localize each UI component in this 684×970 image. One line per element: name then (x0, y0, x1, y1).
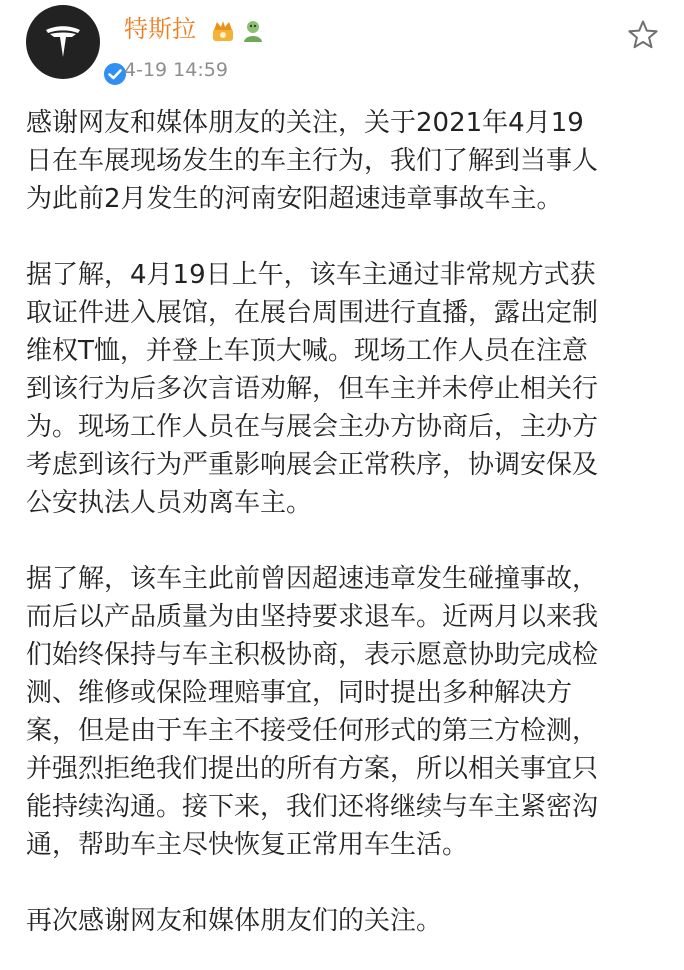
text-line: 能持续沟通。接下来，我们还将继续与车主紧密沟 (26, 792, 599, 822)
text-line: 为此前2月发生的河南安阳超速违章事故车主。 (26, 184, 563, 214)
text-line: 通，帮助车主尽快恢复正常用车生活。 (26, 830, 469, 860)
text-line: 据了解，该车主此前曾因超速违章发生碰撞事故， (26, 564, 599, 594)
paragraph-gap (26, 522, 666, 560)
star-outline-icon[interactable] (626, 18, 660, 52)
text-line: 们始终保持与车主积极协商，表示愿意协助完成检 (26, 640, 599, 670)
tesla-logo-icon (38, 17, 88, 67)
text-line: 到该行为后多次言语劝解，但车主并未停止相关行 (26, 374, 599, 404)
paragraph-gap (26, 864, 666, 902)
paragraph-thanks (26, 104, 666, 218)
author-name[interactable]: 特斯拉 (124, 15, 196, 43)
text-line: 维权T恤，并登上车顶大喊。现场工作人员在注意 (26, 336, 588, 366)
text-line: 而后以产品质量为由坚持要求退车。近两月以来我 (26, 602, 599, 632)
paragraph-incident (26, 256, 666, 522)
text-line: 日在车展现场发生的车主行为，我们了解到当事人 (26, 146, 599, 176)
text-line: 取证件进入展馆，在展台周围进行直播，露出定制 (26, 298, 599, 328)
green-badge-icon (240, 18, 266, 44)
text-line: 为。现场工作人员在与展会主办方协商后，主办方 (26, 412, 599, 442)
paragraph-closing (26, 902, 666, 940)
text-line: 考虑到该行为严重影响展会正常秩序，协调安保及 (26, 450, 599, 480)
text-line: 并强烈拒绝我们提出的所有方案，所以相关事宜只 (26, 754, 599, 784)
post-body (26, 104, 666, 940)
post-header (0, 0, 684, 100)
crown-badge-icon (210, 18, 236, 44)
text-line: 案，但是由于车主不接受任何形式的第三方检测， (26, 716, 599, 746)
text-line: 感谢网友和媒体朋友的关注，关于2021年4月19 (26, 108, 584, 138)
text-line: 再次感谢网友和媒体朋友们的关注。 (26, 906, 443, 936)
text-line: 测、维修或保险理赔事宜，同时提出多种解决方 (26, 678, 573, 708)
text-line: 公安执法人员劝离车主。 (26, 488, 313, 518)
paragraph-background (26, 560, 666, 864)
paragraph-gap (26, 218, 666, 256)
avatar[interactable] (26, 5, 100, 79)
post-time: 4-19 14:59 (124, 59, 228, 81)
text-line: 据了解，4月19日上午，该车主通过非常规方式获 (26, 260, 596, 290)
